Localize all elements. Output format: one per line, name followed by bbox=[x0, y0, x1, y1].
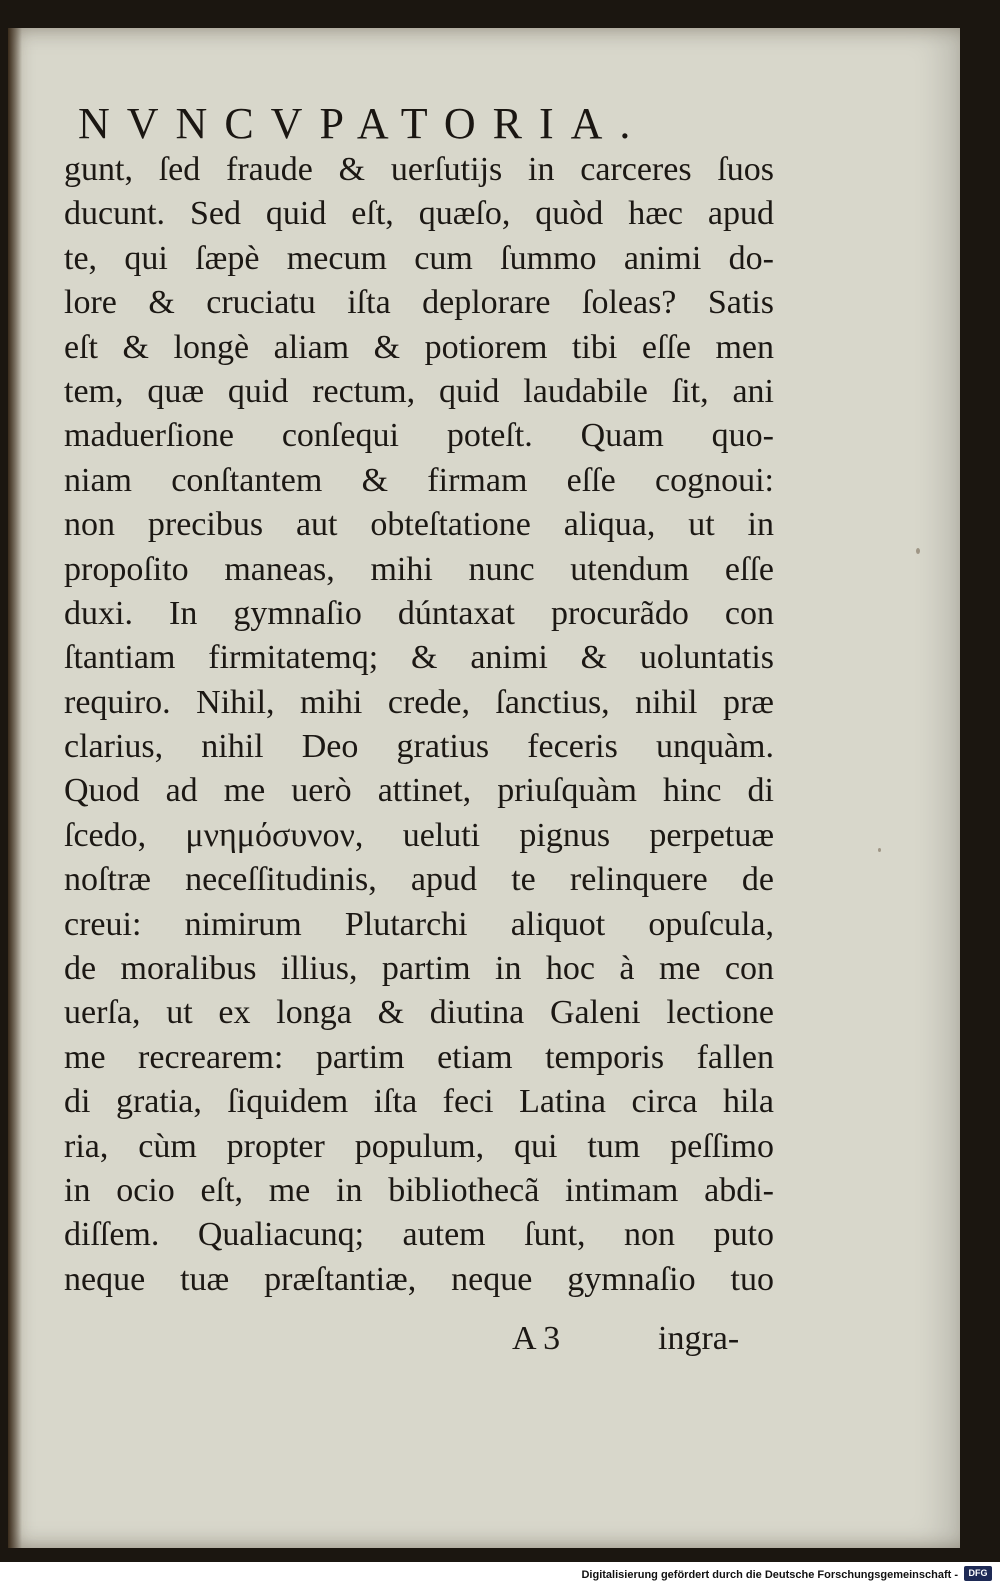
page-gutter-shadow bbox=[8, 28, 22, 1548]
paper-speck bbox=[878, 848, 881, 852]
text-line: requiro. Nihil, mihi crede, ſanctius, nihil præ bbox=[64, 683, 774, 721]
text-line: noſtræ neceſſitudinis, apud te relinquere de bbox=[64, 861, 774, 899]
funding-credit: Digitalisierung gefördert durch die Deutsche Forschungsgemeinschaft - bbox=[581, 1569, 958, 1581]
text-line: niam conſtantem & firmam eſſe cognoui: bbox=[64, 461, 774, 499]
text-line: ria, cùm propter populum, qui tum peſſimo bbox=[64, 1127, 774, 1165]
text-line: uerſa, ut ex longa & diutina Galeni lectione bbox=[64, 994, 774, 1032]
signature-line bbox=[488, 1320, 788, 1364]
dfg-logo-icon: DFG bbox=[964, 1566, 992, 1581]
text-line: di gratia, ſiquidem iſta feci Latina circa hila bbox=[64, 1083, 774, 1121]
signature-mark: A 3 bbox=[512, 1320, 561, 1357]
text-line: diſſem. Qualiacunq; autem ſunt, non puto bbox=[64, 1216, 774, 1254]
body-text bbox=[64, 148, 774, 1302]
text-line: gunt, ſed fraude & uerſutijs in carceres ſuos bbox=[64, 151, 774, 188]
text-line: duxi. In gymnaſio dúntaxat procurãdo con bbox=[64, 594, 774, 632]
text-line: lore & cruciatu iſta deplorare ſoleas? Satis bbox=[64, 284, 774, 322]
page-header: NVNCVPATORIA. bbox=[78, 99, 648, 148]
text-line: ſcedo, μνημόσυνον, ueluti pignus perpetuæ bbox=[64, 816, 774, 854]
catchword: ingra- bbox=[658, 1320, 740, 1357]
text-line: clarius, nihil Deo gratius feceris unquàm. bbox=[64, 728, 774, 766]
text-line: creui: nimirum Plutarchi aliquot opuſcula, bbox=[64, 905, 774, 943]
text-line: Quod ad me uerò attinet, priuſquàm hinc di bbox=[64, 772, 774, 810]
text-line: tem, quæ quid rectum, quid laudabile ſit, ani bbox=[64, 372, 774, 410]
text-line: de moralibus illius, partim in hoc à me con bbox=[64, 950, 774, 988]
text-line: in ocio eſt, me in bibliothecã intimam abdi- bbox=[64, 1171, 774, 1209]
text-line: non precibus aut obteſtatione aliqua, ut in bbox=[64, 506, 774, 544]
book-page bbox=[8, 28, 960, 1548]
text-line: te, qui ſæpè mecum cum ſummo animi do- bbox=[64, 239, 774, 277]
text-line: propoſito maneas, mihi nunc utendum eſſe bbox=[64, 550, 774, 588]
text-line: maduerſione conſequi poteſt. Quam quo- bbox=[64, 417, 774, 455]
text-line: ſtantiam firmitatemq; & animi & uoluntatis bbox=[64, 639, 774, 677]
paper-speck bbox=[916, 548, 920, 554]
text-line: eſt & longè aliam & potiorem tibi eſſe men bbox=[64, 328, 774, 366]
text-line: ducunt. Sed quid eſt, quæſo, quòd hæc apud bbox=[64, 195, 774, 233]
text-line: neque tuæ præſtantiæ, neque gymnaſio tuo bbox=[64, 1260, 774, 1298]
digitization-footer bbox=[0, 1562, 1000, 1584]
text-line: me recrearem: partim etiam temporis fallen bbox=[64, 1038, 774, 1076]
